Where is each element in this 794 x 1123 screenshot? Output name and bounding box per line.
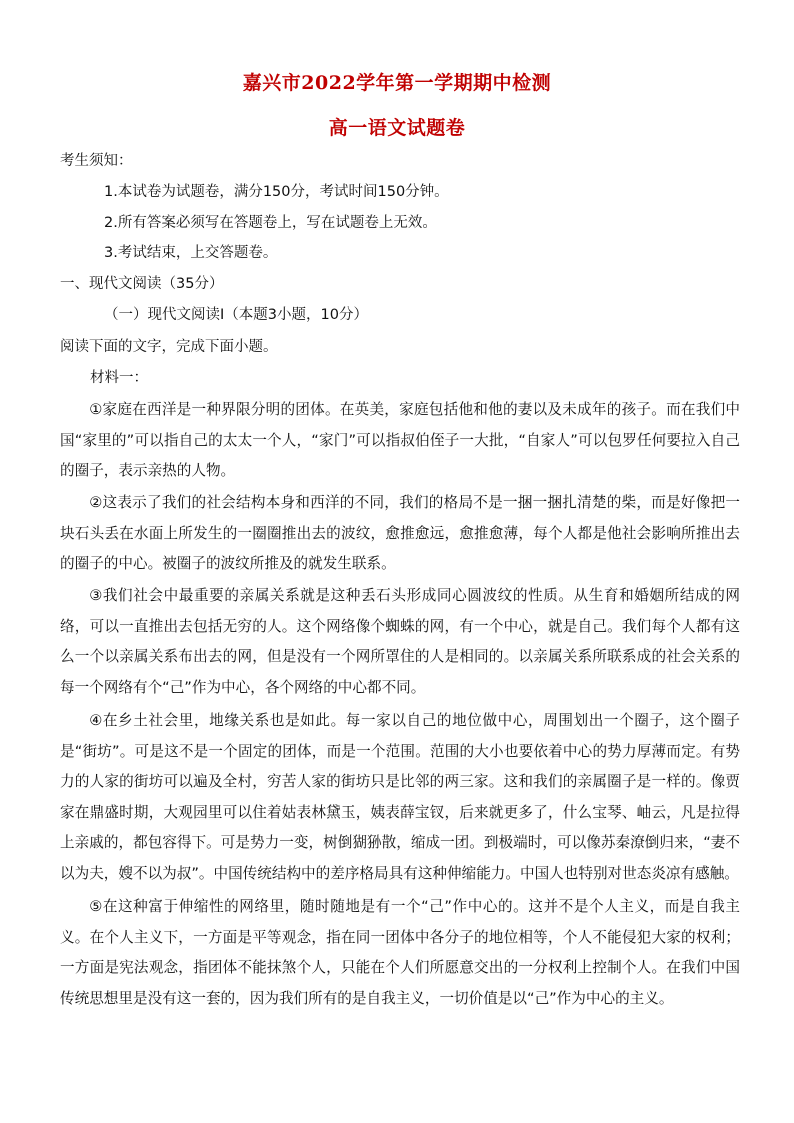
material-label: 材料一： xyxy=(90,370,148,386)
instruction-item-2: 2.所有答案必须写在答题卷上，写在试题卷上无效。 xyxy=(104,215,437,231)
exam-title: 嘉兴市2022学年第一学期期中检测 xyxy=(242,72,552,94)
paragraph-2: ②这表示了我们的社会结构本身和西洋的不同，我们的格局不是一捆一捆扎清楚的柴，而是好像把一块石头丢在水面上所发生的一圈圈推出去的波纹，愈推愈远，愈推愈薄，每个人都是他社会影响所推出去的圈子的中心。被圈子的波纹所推及的就发生联系。 xyxy=(60,494,740,573)
instructions-heading: 考生须知： xyxy=(60,153,133,169)
section-heading: 一、现代文阅读（35分） xyxy=(60,276,224,292)
reading-prompt: 阅读下面的文字，完成下面小题。 xyxy=(60,339,278,355)
paragraph-3: ③我们社会中最重要的亲属关系就是这种丢石头形成同心圆波纹的性质。从生育和婚姻所结成的网络，可以一直推出去包括无穷的人。这个网络像个蜘蛛的网，有一个中心，就是自己。我们每个人都有这么一个以亲属关系布出去的网，但是没有一个网所罩住的人是相同的。以亲属关系所联系成的社会关系的每一个网络有个“己”作为中心，各个网络的中心都不同。 xyxy=(60,587,740,696)
exam-subtitle: 高一语文试题卷 xyxy=(328,117,466,139)
paragraph-1: ①家庭在西洋是一种界限分明的团体。在英美，家庭包括他和他的妻以及未成年的孩子。而在我们中国“家里的”可以指自己的太太一个人，“家门”可以指叔伯侄子一大批，“自家人”可以包罗任何要拉入自己的圈子，表示亲热的人物。 xyxy=(60,401,740,480)
instruction-item-1: 1.本试卷为试题卷，满分150分，考试时间150分钟。 xyxy=(104,184,449,200)
paragraph-4: ④在乡土社会里，地缘关系也是如此。每一家以自己的地位做中心，周围划出一个圈子，这个圈子是“街坊”。可是这不是一个固定的团体，而是一个范围。范围的大小也要依着中心的势力厚薄而定。有势力的人家的街坊可以遍及全村，穷苦人家的街坊只是比邻的两三家。这和我们的亲属圈子是一样的。像贾家在鼎盛时期，大观园里可以住着姑表林黛玉，姨表薛宝钗，后来就更多了，什么宝琴、岫云，凡是拉得上亲戚的，都包容得下。可是势力一变，树倒猢狲散，缩成一团。到极端时，可以像苏秦潦倒归来，“妻不以为夫，嫂不以为叔”。中国传统结构中的差序格局具有这种伸缩能力。中国人也特别对世态炎凉有感触。 xyxy=(60,712,740,882)
paragraph-5: ⑤在这种富于伸缩性的网络里，随时随地是有一个“己”作中心的。这并不是个人主义，而是自我主义。在个人主义下，一方面是平等观念，指在同一团体中各分子的地位相等，个人不能侵犯大家的权利；一方面是宪法观念，指团体不能抹煞个人，只能在个人们所愿意交出的一分权利上控制个人。在我们中国传统思想里是没有这一套的，因为我们所有的是自我主义，一切价值是以“己”作为中心的主义。 xyxy=(60,898,740,1007)
instruction-item-3: 3.考试结束，上交答题卷。 xyxy=(104,245,278,261)
section-subheading: （一）现代文阅读Ⅰ（本题3小题，10分） xyxy=(104,307,368,323)
